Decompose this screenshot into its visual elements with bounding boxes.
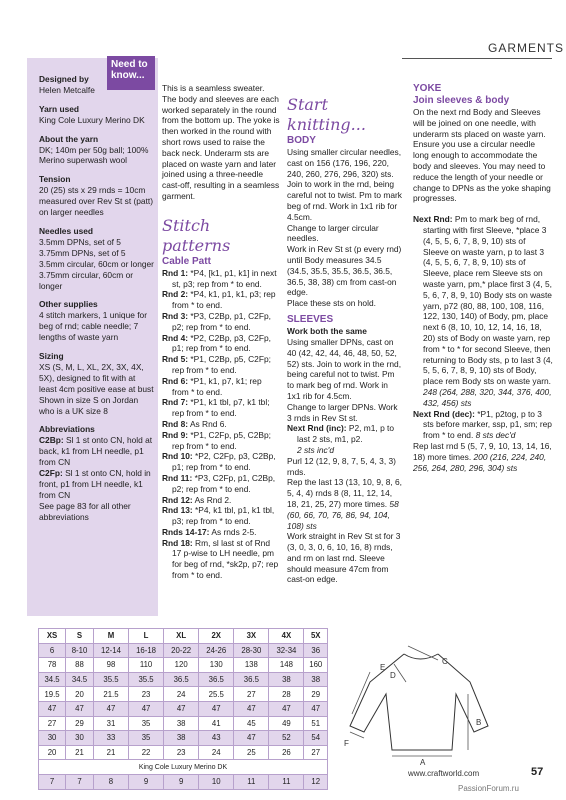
table-cell: 98 [93,658,128,673]
table-cell: 34.5 [39,672,66,687]
cable-patt-heading: Cable Patt [162,255,211,267]
table-cell: 54 [304,731,328,746]
sleeves-para: Using smaller DPNs, cast on 40 (42, 42, 44, 46, 48, 50, 52, 52) sts. Join to work in the rnd, being careful not to twist. Pm to mark beg of rnd. Work in 1x1 rib for 4.5cm. [287,336,402,401]
next-rnd-inc: Next Rnd (inc): P2, m1, p to last 2 sts, m1, p2. [287,423,395,445]
table-cell: 24 [199,745,234,760]
join-sleeves-heading: Join sleeves & body [413,95,510,106]
watermark: PassionForum.ru [458,784,519,793]
cable-rounds-list [162,268,280,581]
label-b: B [476,718,482,727]
table-cell: 30 [66,731,94,746]
size-header-cell: 2X [199,629,234,644]
table-cell: 11 [269,774,304,789]
table-cell: 25.5 [199,687,234,702]
table-cell: 47 [199,701,234,716]
table-cell: 38 [164,716,199,731]
table-cell: 9 [164,774,199,789]
sizing-heading: Sizing [39,351,64,362]
table-cell: 20 [66,687,94,702]
table-cell: 23 [129,687,164,702]
cable-round: Rnd 5: *P1, C2Bp, p5, C2Fp; rep from * to end. [162,354,271,375]
cable-round: Rnd 4: *P2, C2Bp, p3, C2Fp, p1; rep from * to end. [162,332,271,354]
abbreviation-item: C2Bp: Sl 1 st onto CN, hold at back, k1 from LH needle, p1 from CN [39,435,153,468]
table-cell: 23 [164,745,199,760]
table-cell: 88 [66,658,94,673]
start-column [287,95,402,585]
body-para: Work in Rev St st (p every rnd) until Body measures 34.5 (34.5, 35.5, 35.5, 36.5, 36.5, 36.5, 38, 38) cm from cast-on edge. [287,244,402,298]
table-cell: 47 [93,701,128,716]
body-para: Using smaller circular needles, cast on 156 (176, 196, 220, 240, 260, 276, 296, 320) sts. Join to work in the rnd, being careful not to twist. Pm to mark beg of rnd. Work in 1x1 rib for 4.5cm. [287,147,402,222]
table-cell: 47 [234,701,269,716]
yarn-balls-row [39,774,328,789]
yoke-column [413,83,553,473]
table-row [39,716,328,731]
cable-round: Rnd 13: *P4, k1 tbl, p1, k1 tbl, p3; rep from * to end. [162,505,275,527]
next-rnd-join: Next Rnd: Pm to mark beg of rnd, starting with first Sleeve, *place 3 (4, 5, 5, 6, 7, 8, 9, 10) sts of Sleeve on waste yarn, p to last 3 (4, 5, 5, 6, 7, 8, 9, 10) sts of Sleeve, place rem Sleeve sts on waste yarn, pm,* place first 3 (4, 5, 5, 6, 7, 8, 9, 10) Body sts on waste yarn, p72 (80, 88, 100, 108, 116, 122, 130, 140) of Body, pm, place next 6 (8, 10, 10, 12, 14, 16, 18, 20) sts of Body on waste yarn, rep from * to * for second Sleeve, then returning to Body sts, p to last 3 (4, 5, 5, 6, 7, 8, 9, 10) sts of Body, place rem Body sts on waste yarn. 248 (264, 288, 320, 344, 376, 400, 432, 456) sts [413,214,553,408]
table-cell: 31 [93,716,128,731]
yoke-heading: YOKE [413,83,442,94]
sleeves-heading: SLEEVES [287,313,334,325]
repeat-last-rnd: Rep last rnd 5 (5, 7, 9, 10, 13, 14, 16, 18) more times. 200 (216, 224, 240, 256, 264, 280, 296, 304) sts [413,440,552,473]
table-cell: 45 [234,716,269,731]
need-to-know-badge: Need to know... [107,56,155,90]
abbreviation-item: C2Fp: Sl 1 st onto CN, hold in front, p1 from LH needle, k1 from CN [39,468,151,500]
next-rnd-dec: Next Rnd (dec): *P1, p2tog, p to 3 sts before marker, ssp, p1, sm; rep from * to end. 8 sts dec'd [413,408,552,441]
abbreviations-note: See page 83 for all other abbreviations [39,500,131,522]
table-cell: 10 [199,774,234,789]
table-cell: 27 [304,745,328,760]
table-cell: 130 [199,658,234,673]
table-cell: 12-14 [93,643,128,658]
table-cell: 36.5 [234,672,269,687]
needle-item: 3.5mm circular, 60cm or longer [39,258,154,269]
table-cell: 24-26 [199,643,234,658]
label-f: F [344,739,349,748]
size-header-cell: XL [164,629,199,644]
measure-e-line [352,672,370,714]
table-cell: 21.5 [93,687,128,702]
table-cell: 16-18 [129,643,164,658]
body-para: Change to larger circular needles. [287,222,379,244]
table-cell: 27 [234,687,269,702]
intro-column [162,83,280,581]
label-a: A [420,758,426,767]
table-cell: 47 [234,731,269,746]
table-cell: 20-22 [164,643,199,658]
footer-url: www.craftworld.com [408,769,480,778]
table-cell: 36.5 [199,672,234,687]
label-c: C [442,657,448,666]
purl-rounds: Purl 12 (12, 9, 8, 7, 5, 4, 3, 3) rnds. [287,455,396,477]
table-cell: 26 [269,745,304,760]
body-heading: BODY [287,135,316,146]
yarn-label-cell: King Cole Luxury Merino DK [39,760,328,775]
cable-round: Rnd 12: As Rnd 2. [162,494,232,505]
table-row [39,672,328,687]
body-para: Place these sts on hold. [287,298,376,309]
table-cell: 120 [164,658,199,673]
table-cell: 78 [39,658,66,673]
sizing-note: Shown in size S on Jordan who is a UK size 8 [39,394,139,416]
yarn-label-row [39,760,328,775]
supplies-heading: Other supplies [39,299,98,310]
garment-schematic [344,642,534,767]
table-cell: 21 [66,745,94,760]
start-knitting-title: Start knitting... [287,95,366,134]
table-cell: 9 [129,774,164,789]
table-cell: 35.5 [129,672,164,687]
cable-round: Rnds 14-17: As rnds 2-5. [162,526,257,537]
table-cell: 47 [164,701,199,716]
table-row [39,745,328,760]
size-table-body [39,643,328,789]
table-cell: 12 [304,774,328,789]
tension-heading: Tension [39,174,71,185]
table-row [39,643,328,658]
table-cell: 28 [269,687,304,702]
table-cell: 7 [39,774,66,789]
table-cell: 49 [269,716,304,731]
table-cell: 8-10 [66,643,94,658]
table-cell: 47 [269,701,304,716]
cable-round: Rnd 1: *P4, [k1, p1, k1] in next st, p3; rep from * to end. [162,267,277,289]
table-cell: 47 [129,701,164,716]
intro-text: This is a seamless sweater. The body and sleeves are each worked separately in the round from the bottom up. The yoke is then worked in the round with short rows used to raise the back neck. Underarm sts are placed on waste yarn and later joined using a three-needle cast-off, resulting in a seamless garment. [162,83,280,201]
cable-round: Rnd 3: *P3, C2Bp, p1, C2Fp, p2; rep from * to end. [162,310,271,332]
table-cell: 51 [304,716,328,731]
table-cell: 47 [39,701,66,716]
designer-name: Helen Metcalfe [39,84,95,95]
table-cell: 47 [304,701,328,716]
table-cell: 19.5 [39,687,66,702]
table-cell: 36.5 [164,672,199,687]
cable-round: Rnd 7: *P1, k1 tbl, p7, k1 tbl; rep from * to end. [162,397,270,419]
neckline [404,654,438,659]
needle-item: 3.75mm circular, 60cm or longer [39,269,134,291]
table-cell: 35.5 [93,672,128,687]
table-cell: 36 [304,643,328,658]
table-cell: 148 [269,658,304,673]
size-header-cell: S [66,629,94,644]
table-cell: 35 [129,731,164,746]
table-cell: 21 [93,745,128,760]
table-cell: 11 [234,774,269,789]
needles-heading: Needles used [39,225,93,236]
table-cell: 138 [234,658,269,673]
size-header-cell: XS [39,629,66,644]
cable-round: Rnd 18: Rm, sl last st of Rnd 17 p-wise to LH needle, pm for beg of rnd, *sk2p, p7; rep from * to end. [162,537,279,581]
table-cell: 41 [199,716,234,731]
table-cell: 6 [39,643,66,658]
table-cell: 27 [39,716,66,731]
table-cell: 24 [164,687,199,702]
size-header-cell: 3X [234,629,269,644]
about-yarn-heading: About the yarn [39,133,99,144]
table-cell: 52 [269,731,304,746]
sleeves-subheading: Work both the same [287,325,367,336]
table-cell: 38 [269,672,304,687]
cable-round: Rnd 6: *P1, k1, p7, k1; rep from * to end. [162,375,262,397]
table-row [39,701,328,716]
stitch-patterns-title: Stitch patterns [162,215,231,255]
table-cell: 7 [66,774,94,789]
sidebar-text [39,74,155,523]
table-cell: 34.5 [66,672,94,687]
measure-f-line [350,732,364,738]
section-title: GARMENTS [488,41,565,55]
yarn-name: King Cole Luxury Merino DK [39,114,145,125]
size-header-cell: L [129,629,164,644]
cable-round: Rnd 10: *P2, C2Fp, p3, C2Bp, p1; rep from * to end. [162,451,276,473]
table-cell: 47 [66,701,94,716]
supplies-text: 4 stitch markers, 1 unique for beg of rnd; cable needle; 7 lengths of waste yarn [39,310,147,343]
sleeves-para: Change to larger DPNs. Work 3 rnds in Rev St st. [287,401,398,423]
sweater-outline [350,654,488,750]
page-number: 57 [531,766,544,778]
table-cell: 8 [93,774,128,789]
needle-item: 3.75mm DPNs, set of 5 [39,247,126,258]
label-e: E [380,663,386,672]
table-row [39,658,328,673]
size-header-cell: 5X [304,629,328,644]
abbreviations-heading: Abbreviations [39,424,95,435]
size-header-cell: 4X [269,629,304,644]
yoke-intro: On the next rnd Body and Sleeves will be joined on one needle, with underarm sts placed on waste yarn. Ensure you use a circular needle long enough to accommodate the body and sleeves. You may need to reduce the length of your needle or change to DPNs as the yoke shaping progresses. [413,107,551,204]
cable-round: Rnd 8: As Rnd 6. [162,418,227,429]
cable-round: Rnd 11: *P3, C2Fp, p1, C2Bp, p2; rep from * to end. [162,472,276,494]
table-cell: 20 [39,745,66,760]
table-cell: 38 [164,731,199,746]
designed-by-heading: Designed by [39,74,89,84]
table-cell: 29 [66,716,94,731]
needle-item: 3.5mm DPNs, set of 5 [39,236,121,247]
table-cell: 29 [304,687,328,702]
size-header-cell: M [93,629,128,644]
table-cell: 33 [93,731,128,746]
table-cell: 25 [234,745,269,760]
table-cell: 22 [129,745,164,760]
table-row [39,687,328,702]
cable-round: Rnd 2: *P4, k1, p1, k1, p3; rep from * to end. [162,289,276,311]
inc-note: 2 sts inc'd [297,444,334,455]
table-cell: 30 [39,731,66,746]
cable-round: Rnd 9: *P1, C2Fp, p5, C2Bp; rep from * to end. [162,429,271,451]
repeat-rounds: Rep the last 13 (13, 10, 9, 8, 6, 5, 4, 4) rnds 8 (8, 11, 12, 14, 18, 21, 25, 27) more times. 58 (60, 66, 70, 76, 86, 94, 104, 108) sts [287,477,402,531]
work-straight: Work straight in Rev St st for 3 (3, 0, 3, 0, 6, 10, 16, 8) rnds, and rm on last rnd. Sleeve should measure 47cm from cast-on edge. [287,531,401,585]
table-cell: 28-30 [234,643,269,658]
table-cell: 35 [129,716,164,731]
table-cell: 38 [304,672,328,687]
table-cell: 110 [129,658,164,673]
label-d: D [390,671,396,680]
measure-d-line [394,664,406,682]
yarn-heading: Yarn used [39,103,80,114]
about-yarn-text: DK; 140m per 50g ball; 100% Merino superwash wool [39,144,149,166]
table-cell: 32-34 [269,643,304,658]
size-table [38,628,328,790]
size-header-row [39,629,328,644]
table-row [39,731,328,746]
section-rule [402,58,552,59]
table-cell: 160 [304,658,328,673]
table-cell: 43 [199,731,234,746]
sizing-text: XS (S, M, L, XL, 2X, 3X, 4X, 5X), designed to fit with at least 4cm positive ease at bust [39,361,154,394]
tension-text: 20 (25) sts x 29 rnds = 10cm measured over Rev St st (patt) on larger needles [39,185,154,218]
